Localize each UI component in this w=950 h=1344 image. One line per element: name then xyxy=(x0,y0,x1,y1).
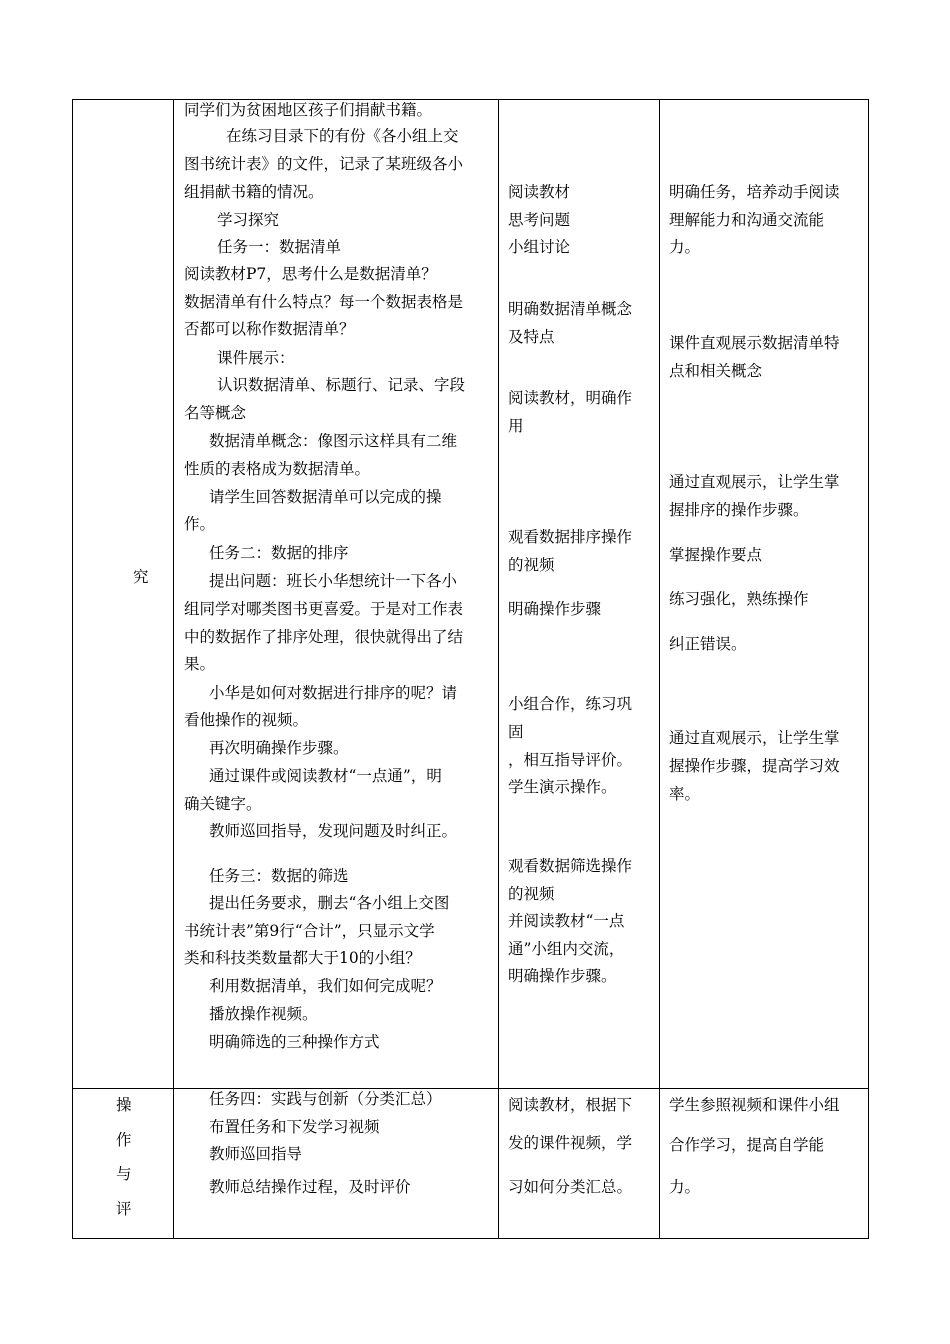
table-row xyxy=(73,100,869,1089)
teacher-line: 作。 xyxy=(184,515,216,533)
lesson-plan-table xyxy=(72,99,869,1239)
student-line: 小组合作，练习巩 xyxy=(508,695,633,713)
student-line: 发的课件视频，学 xyxy=(508,1134,633,1152)
teacher-line: 否都可以称作数据清单？ xyxy=(184,320,355,338)
intent-line: 握操作步骤，提高学习效 xyxy=(669,757,840,775)
teacher-line: 看他操作的视频。 xyxy=(184,711,309,729)
student-line: 明确操作步骤 xyxy=(508,600,602,618)
intent-line: 握排序的操作步骤。 xyxy=(669,501,809,519)
student-line: 明确操作步骤。 xyxy=(508,967,617,985)
teacher-line: 学习探究 xyxy=(217,211,280,229)
teacher-line: 认识数据清单、标题行、记录、字段 xyxy=(217,376,466,394)
design-intent-cell xyxy=(660,1089,869,1239)
intent-line: 率。 xyxy=(669,785,701,803)
student-line: 并阅读教材“一点 xyxy=(508,912,625,930)
teacher-line: 提出任务要求，删去“各小组上交图 xyxy=(209,894,450,912)
intent-line: 掌握操作要点 xyxy=(669,546,763,564)
teacher-line: 数据清单有什么特点？每一个数据表格是 xyxy=(184,293,464,311)
stage-label: 评 xyxy=(116,1200,132,1218)
student-line: 习如何分类汇总。 xyxy=(508,1178,633,1196)
teacher-line: 同学们为贫困地区孩子们捐献书籍。 xyxy=(184,101,433,119)
student-line: 学生演示操作。 xyxy=(508,778,617,796)
teacher-line: 阅读教材P7，思考什么是数据清单？ xyxy=(184,265,437,283)
student-line: 用 xyxy=(508,417,524,435)
student-line: 的视频 xyxy=(508,885,555,903)
stage-label: 究 xyxy=(133,568,149,586)
teacher-line: 任务二：数据的排序 xyxy=(209,544,349,562)
student-activity-cell xyxy=(499,1089,660,1239)
teacher-line: 组捐献书籍的情况。 xyxy=(184,183,324,201)
teacher-line: 中的数据作了排序处理，很快就得出了结 xyxy=(184,628,464,646)
teacher-line: 教师总结操作过程，及时评价 xyxy=(209,1178,411,1196)
teacher-activity-cell xyxy=(174,100,499,1089)
stage-label: 操 xyxy=(116,1096,132,1114)
teacher-line: 书统计表”第9行“合计”，只显示文学 xyxy=(184,922,435,940)
student-line: 阅读教材，根据下 xyxy=(508,1096,633,1114)
teacher-line: 再次明确操作步骤。 xyxy=(209,739,349,757)
intent-line: 合作学习，提高自学能 xyxy=(669,1136,825,1154)
intent-line: 理解能力和沟通交流能 xyxy=(669,211,825,229)
stage-label: 作 xyxy=(116,1131,132,1149)
teacher-line: 小华是如何对数据进行排序的呢？请 xyxy=(209,684,458,702)
teacher-line: 提出问题：班长小华想统计一下各小 xyxy=(209,572,458,590)
intent-line: 通过直观展示，让学生掌 xyxy=(669,729,840,747)
student-line: 固 xyxy=(508,723,524,741)
teacher-line: 果。 xyxy=(184,655,216,673)
design-intent-cell xyxy=(660,100,869,1089)
student-activity-cell xyxy=(499,100,660,1089)
teacher-line: 名等概念 xyxy=(184,404,247,422)
intent-line: 课件直观展示数据清单特 xyxy=(669,334,840,352)
teacher-line: 教师巡回指导 xyxy=(209,1145,303,1163)
intent-line: 通过直观展示，让学生掌 xyxy=(669,473,840,491)
stage-label: 与 xyxy=(116,1165,132,1183)
student-line: 思考问题 xyxy=(508,211,571,229)
intent-line: 练习强化，熟练操作 xyxy=(669,590,809,608)
teacher-line: 播放操作视频。 xyxy=(209,1005,318,1023)
teacher-line: 类和科技类数量都大于10的小组？ xyxy=(184,949,421,967)
teacher-line: 图书统计表》的文件，记录了某班级各小 xyxy=(184,155,464,173)
student-line: 阅读教材 xyxy=(508,183,571,201)
student-line: ，相互指导评价。 xyxy=(508,751,633,769)
student-line: 明确数据清单概念 xyxy=(508,300,633,318)
teacher-line: 通过课件或阅读教材“一点通”，明 xyxy=(209,767,442,785)
teacher-line: 性质的表格成为数据清单。 xyxy=(184,460,371,478)
teacher-line: 任务一：数据清单 xyxy=(217,238,342,256)
intent-line: 学生参照视频和课件小组 xyxy=(669,1096,840,1114)
teacher-line: 数据清单概念：像图示这样具有二维 xyxy=(209,432,458,450)
intent-line: 明确任务，培养动手阅读 xyxy=(669,183,840,201)
teacher-line: 任务四：实践与创新（分类汇总） xyxy=(209,1090,442,1108)
student-line: 及特点 xyxy=(508,328,555,346)
teacher-activity-cell xyxy=(174,1089,499,1239)
student-line: 通”小组内交流， xyxy=(508,940,625,958)
student-line: 小组讨论 xyxy=(508,238,571,256)
intent-line: 点和相关概念 xyxy=(669,362,763,380)
stage-cell xyxy=(73,100,174,1089)
student-line: 观看数据筛选操作 xyxy=(508,857,633,875)
teacher-line: 组同学对哪类图书更喜爱。于是对工作表 xyxy=(184,600,464,618)
teacher-line: 布置任务和下发学习视频 xyxy=(209,1118,380,1136)
student-line: 阅读教材，明确作 xyxy=(508,389,633,407)
teacher-line: 任务三：数据的筛选 xyxy=(209,867,349,885)
intent-line: 力。 xyxy=(669,1178,701,1196)
teacher-line: 课件展示： xyxy=(217,349,295,367)
teacher-line: 请学生回答数据清单可以完成的操 xyxy=(209,488,442,506)
teacher-line: 教师巡回指导，发现问题及时纠正。 xyxy=(209,822,458,840)
intent-line: 纠正错误。 xyxy=(669,635,747,653)
student-line: 的视频 xyxy=(508,556,555,574)
teacher-line: 明确筛选的三种操作方式 xyxy=(209,1033,380,1051)
table-row xyxy=(73,1089,869,1239)
student-line: 观看数据排序操作 xyxy=(508,528,633,546)
teacher-line: 利用数据清单，我们如何完成呢？ xyxy=(209,977,442,995)
teacher-line: 确关键字。 xyxy=(184,795,262,813)
teacher-line: 在练习目录下的有份《各小组上交 xyxy=(226,127,459,145)
stage-cell xyxy=(73,1089,174,1239)
intent-line: 力。 xyxy=(669,238,701,256)
